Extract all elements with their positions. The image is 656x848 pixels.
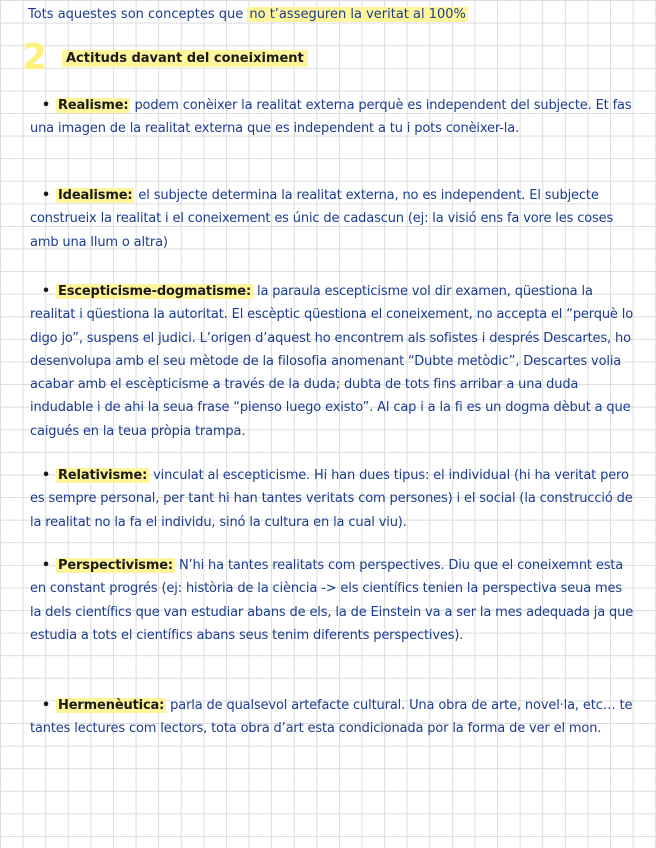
item-text: vinculat al escepticisme. Hi han dues tipus: el individual (hi ha veritat pero es sempre personal, per tant hi han tantes veritats com persones) i el social (la construcció de la realitat no la fa el individu, sinó la cultura en la cual viu). xyxy=(30,468,633,530)
item-term: Realisme: xyxy=(58,98,129,113)
item-text: el subjecte determina la realitat externa, no es independent. El subjecte construeix la realitat i el coneixement es únic de cadascun (ej: la visió ens fa vore les coses amb una llum o altra) xyxy=(30,188,614,250)
intro-text: Tots aquestes son conceptes que xyxy=(28,7,248,22)
item-term: Perspectivisme: xyxy=(58,558,173,573)
item-realisme xyxy=(30,94,636,141)
item-text: parla de qualsevol artefacte cultural. Una obra de arte, novel·la, etc… te tantes lectures com lectors, tota obra d’art esta condicionada por la forma de ver el mon. xyxy=(30,698,633,737)
intro-line xyxy=(28,6,638,24)
section-heading xyxy=(22,37,422,78)
item-idealisme xyxy=(30,184,636,254)
item-text: N’hi ha tantes realitats com perspectives. Diu que el coneixemnt esta en constant progrés (ej: història de la ciència -> els científics tenien la perspectiva seua mes la dels científics que van estudiar abans de els, la de Einstein va a ser la mes adequada ja que estudia a tots el científics abans seus tenim diferents perspectives). xyxy=(30,558,634,643)
bullet-icon: • xyxy=(41,468,50,483)
bullet-icon: • xyxy=(41,698,50,713)
item-hermeneutica xyxy=(30,694,636,741)
bullet-icon: • xyxy=(41,98,50,113)
item-perspectivisme xyxy=(30,554,636,647)
bullet-icon: • xyxy=(41,284,50,299)
bullet-icon: • xyxy=(41,558,50,573)
bullet-icon: • xyxy=(41,188,50,203)
item-term: Escepticisme-dogmatisme: xyxy=(58,284,252,299)
item-text: podem conèixer la realitat externa perquè es independent del subjecte. Et fas una imagen de la realitat externa que es independent a tu i pots conèixer-la. xyxy=(30,98,632,137)
intro-highlight: no t’asseguren la veritat al 100% xyxy=(249,7,466,22)
item-escepticisme xyxy=(30,280,636,443)
item-term: Idealisme: xyxy=(58,188,133,203)
item-term: Relativisme: xyxy=(58,468,148,483)
section-number: 2 xyxy=(22,37,48,78)
item-text: la paraula escepticisme vol dir examen, qüestiona la realitat i qüestiona la autoritat. El escèptic qüestiona el coneixement, no accepta el “perquè lo digo jo”, suspens el judici. L’origen d’aquest ho encontrem als sofistes i després Descartes, ho desenvolupa amb el seu mètode de la filosofia anomenant “Dubte metòdic”, Descartes volia acabar amb el escèpticisme a través de la duda; dubta de tots fins arribar a una duda indudable i de ahi la seua frase “pienso luego existo”. Al cap i a la fi es un dogma dèbut a que caigués en la teua pròpia trampa. xyxy=(30,284,634,439)
section-title: Actituds davant del coneiximent xyxy=(62,50,308,67)
item-relativisme xyxy=(30,464,636,534)
item-term: Hermenèutica: xyxy=(58,698,165,713)
